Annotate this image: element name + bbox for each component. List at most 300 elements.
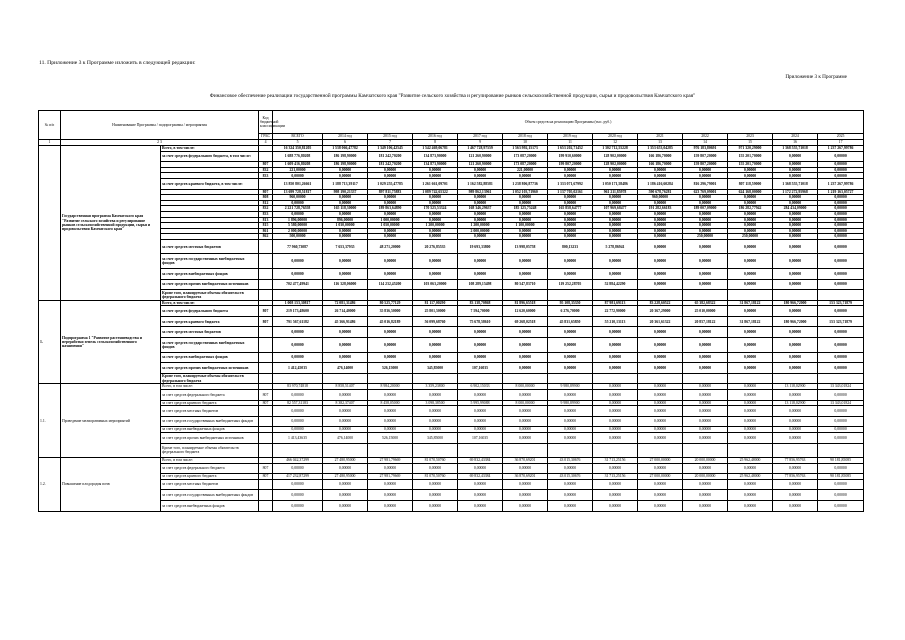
value-cell: 1 368 555,71018 xyxy=(773,178,818,189)
value-cell: 0,00000 xyxy=(273,268,323,279)
value-cell: 0,00000 xyxy=(728,173,773,179)
value-cell: 0,00000 xyxy=(368,254,413,269)
value-cell: 0,00000 xyxy=(413,234,458,240)
value-cell: 0,00000 xyxy=(773,200,818,206)
value-cell: 0,00000 xyxy=(728,384,773,390)
grbs-code: 833 xyxy=(259,211,273,217)
value-cell: 186 198,90000 xyxy=(323,162,368,168)
value-cell: 0,00000 xyxy=(593,173,638,179)
value-cell: 189 863,64890 xyxy=(368,206,413,212)
grbs-code: 861 xyxy=(259,228,273,234)
value-cell: 0,00000 xyxy=(413,416,458,427)
value-cell xyxy=(273,443,323,458)
value-cell: 0,00000 xyxy=(683,223,728,229)
value-cell: 0,00000 xyxy=(773,338,818,353)
index-cell: 16 xyxy=(773,140,818,146)
value-cell: 0,00000 xyxy=(683,338,728,353)
value-cell: 0,00000 xyxy=(818,479,864,490)
grbs-code: 807 xyxy=(259,463,273,474)
value-cell: 103 063,20000 xyxy=(413,279,458,290)
index-cell: 15 xyxy=(728,140,773,146)
value-cell: 0,00000 xyxy=(638,479,683,490)
value-cell: 0,00000 xyxy=(773,363,818,374)
value-cell: 121 260,90000 xyxy=(458,162,503,168)
value-cell xyxy=(638,373,683,384)
value-cell: 1 089 742,65322 xyxy=(413,189,458,195)
value-cell: 199 910,60000 xyxy=(548,151,593,162)
table-row xyxy=(39,500,864,511)
funding-source: за счет средств федерального бюджета xyxy=(161,306,259,317)
value-cell: 0,00000 xyxy=(368,327,413,338)
value-cell: 0,00000 xyxy=(548,217,593,223)
value-cell: 0,00000 xyxy=(818,363,864,374)
value-cell xyxy=(683,373,728,384)
value-cell: 0,00000 xyxy=(728,490,773,501)
funding-source: за счет средств прочих внебюджетных источников xyxy=(161,279,259,290)
value-cell: 500,00000 xyxy=(273,234,323,240)
value-cell: 0,00000 xyxy=(273,211,323,217)
value-cell: 221,00000 xyxy=(503,167,548,173)
value-cell: 0,00000 xyxy=(683,384,728,390)
value-cell: 0,00000 xyxy=(818,279,864,290)
value-cell: 13 998,05758 xyxy=(503,239,548,254)
value-cell: 0,00000 xyxy=(683,416,728,427)
value-cell: 8 382,37407 xyxy=(323,400,368,406)
value-cell: 0,00000 xyxy=(638,338,683,353)
year-header: 2019 год xyxy=(548,134,593,140)
value-cell xyxy=(503,290,548,301)
value-cell: 0,00000 xyxy=(773,195,818,201)
value-cell: 0,00000 xyxy=(368,234,413,240)
value-cell: 0,00000 xyxy=(773,217,818,223)
value-cell: 0,00000 xyxy=(413,228,458,234)
value-cell: 0,00000 xyxy=(683,352,728,363)
grbs-code xyxy=(259,373,273,384)
value-cell: 0,00000 xyxy=(593,167,638,173)
value-cell: 20 000,00000 xyxy=(683,474,728,480)
value-cell: 0,00000 xyxy=(818,151,864,162)
funding-source: Кроме того, планируемые объемы обязательств федерального бюджета xyxy=(161,443,259,458)
funding-source: за счет средств федерального бюджета xyxy=(161,463,259,474)
grbs-code xyxy=(259,279,273,290)
value-cell: 0,00000 xyxy=(323,490,368,501)
value-cell: 0,00000 xyxy=(458,211,503,217)
value-cell: 189 007,09000 xyxy=(683,206,728,212)
value-cell: 80 547,83710 xyxy=(503,279,548,290)
section-name: Подпрограмма 1 "Развитие растениеводства и переработки земель сельскохозяйственного назначения" xyxy=(61,300,161,384)
value-cell: 0,00000 xyxy=(638,363,683,374)
value-cell xyxy=(413,443,458,458)
value-cell: 0,00000 xyxy=(638,279,683,290)
value-cell: 20 276,85535 xyxy=(413,239,458,254)
section-name: Повышение плодородия почв xyxy=(61,458,161,512)
value-cell: 466 042,37299 xyxy=(273,458,323,464)
grbs-code: 833 xyxy=(259,173,273,179)
value-cell: 0,00000 xyxy=(273,479,323,490)
value-cell: 36 870,69201 xyxy=(503,474,548,480)
table-row xyxy=(39,268,864,279)
value-cell: 7 594,70000 xyxy=(458,306,503,317)
value-cell: 165 858,64777 xyxy=(548,206,593,212)
value-cell: 0,00000 xyxy=(773,223,818,229)
value-cell: 250,00000 xyxy=(683,234,728,240)
value-cell: 0,00000 xyxy=(503,490,548,501)
value-cell: 0,00000 xyxy=(683,167,728,173)
value-cell: 12 620,60000 xyxy=(503,306,548,317)
value-cell: 166 186,70000 xyxy=(638,151,683,162)
value-cell: 0,00000 xyxy=(818,500,864,511)
value-cell: 0,00000 xyxy=(503,217,548,223)
value-cell: 25 962,48000 xyxy=(728,458,773,464)
table-row xyxy=(39,416,864,427)
value-cell: 27 981,79669 xyxy=(368,474,413,480)
value-cell: 0,00000 xyxy=(503,427,548,433)
value-cell: 0,00000 xyxy=(548,200,593,206)
value-cell: 0,00000 xyxy=(683,400,728,406)
value-cell: 0,00000 xyxy=(728,463,773,474)
value-cell: 0,00000 xyxy=(368,416,413,427)
section-number: 1.2. xyxy=(39,458,61,512)
value-cell: 0,00000 xyxy=(458,479,503,490)
value-cell: 82 557,31183 xyxy=(273,400,323,406)
value-cell: 1 186 416,60284 xyxy=(638,178,683,189)
value-cell: 0,00000 xyxy=(773,254,818,269)
year-header: 2014 год xyxy=(323,134,368,140)
value-cell: 0,00000 xyxy=(593,223,638,229)
index-cell: 11 xyxy=(548,140,593,146)
value-cell: 0,00000 xyxy=(323,479,368,490)
value-cell: 0,00000 xyxy=(273,327,323,338)
value-cell: 0,00000 xyxy=(818,352,864,363)
value-cell: 0,00000 xyxy=(503,352,548,363)
value-cell: 0,00000 xyxy=(503,479,548,490)
funding-source: за счет средств государственных внебюджетных фондов xyxy=(161,338,259,353)
value-cell: 0,00000 xyxy=(728,327,773,338)
value-cell: 1 052 103,71960 xyxy=(503,189,548,195)
value-cell: 0,00000 xyxy=(683,479,728,490)
value-cell: 0,00000 xyxy=(683,500,728,511)
value-cell: 0,00000 xyxy=(818,206,864,212)
value-cell: 0,00000 xyxy=(638,427,683,433)
grbs-code xyxy=(259,479,273,490)
value-cell: 0,00000 xyxy=(458,389,503,400)
value-cell: 219 173,48600 xyxy=(273,306,323,317)
value-cell: 0,00000 xyxy=(323,500,368,511)
value-cell: 0,00000 xyxy=(323,228,368,234)
value-cell: 0,00000 xyxy=(368,500,413,511)
value-cell: 16 324 350,81205 xyxy=(273,146,323,152)
funding-source: за счет средств краевого бюджета xyxy=(161,474,259,480)
value-cell: 0,00000 xyxy=(773,279,818,290)
value-cell: 1 172 272,95968 xyxy=(773,189,818,195)
value-cell xyxy=(273,373,323,384)
value-cell: 43 015,30676 xyxy=(548,458,593,464)
value-cell: 128 902,00000 xyxy=(593,151,638,162)
value-cell: 0,00000 xyxy=(548,327,593,338)
value-cell: 31 867,18122 xyxy=(728,300,773,306)
value-cell: 20 367,29000 xyxy=(638,306,683,317)
value-cell: 0,00000 xyxy=(548,490,593,501)
value-cell: 0,00000 xyxy=(548,223,593,229)
value-cell: 107,16035 xyxy=(458,432,503,443)
table-row xyxy=(39,363,864,374)
value-cell: 170 525,53324 xyxy=(413,206,458,212)
value-cell: 0,00000 xyxy=(503,268,548,279)
value-cell: 191 282,66183 xyxy=(638,206,683,212)
value-cell: 0,00000 xyxy=(773,228,818,234)
value-cell: 0,00000 xyxy=(413,406,458,417)
value-cell: 0,00000 xyxy=(548,338,593,353)
value-cell: 108 289,15498 xyxy=(458,279,503,290)
index-cell: 9 xyxy=(458,140,503,146)
value-cell xyxy=(548,290,593,301)
table-row xyxy=(39,389,864,400)
value-cell xyxy=(818,443,864,458)
value-cell: 0,00000 xyxy=(683,427,728,433)
value-cell: 1 609 416,80208 xyxy=(273,162,323,168)
value-cell: 0,00000 xyxy=(503,406,548,417)
section-number xyxy=(39,146,61,301)
value-cell: 69 268,02518 xyxy=(503,316,548,327)
value-cell: 0,00000 xyxy=(818,406,864,417)
value-cell: 0,00000 xyxy=(458,427,503,433)
grbs-code: 807 xyxy=(259,316,273,327)
value-cell: 0,00000 xyxy=(548,173,593,179)
value-cell: 0,00000 xyxy=(728,352,773,363)
value-cell: 0,00000 xyxy=(503,254,548,269)
value-cell: 0,00000 xyxy=(458,490,503,501)
value-cell: 284 434,09000 xyxy=(773,206,818,212)
funding-source: Всего, в том числе: xyxy=(161,384,259,390)
value-cell: 0,00000 xyxy=(773,162,818,168)
value-cell: 0,00000 xyxy=(638,463,683,474)
value-cell: 3 359,23800 xyxy=(413,384,458,390)
year-header: 2015 год xyxy=(368,134,413,140)
value-cell: 0,00000 xyxy=(683,268,728,279)
value-cell: 153 323,71879 xyxy=(818,300,864,306)
value-cell: 1 008 153,30817 xyxy=(273,300,323,306)
funding-source: за счет средств прочих внебюджетных источников xyxy=(161,363,259,374)
value-cell: 0,00000 xyxy=(683,228,728,234)
year-header: 2023 xyxy=(728,134,773,140)
value-cell: 1 413,43635 xyxy=(273,432,323,443)
value-cell: 1 238 806,87736 xyxy=(503,178,548,189)
grbs-code: 862 xyxy=(259,234,273,240)
table-row xyxy=(39,479,864,490)
value-cell: 1 688 776,80208 xyxy=(273,151,323,162)
value-cell xyxy=(458,443,503,458)
value-cell: 6 902,15033 xyxy=(458,384,503,390)
value-cell: 800,13233 xyxy=(548,239,593,254)
grbs-code xyxy=(259,443,273,458)
value-cell: 0,00000 xyxy=(323,211,368,217)
value-cell: 0,00000 xyxy=(458,416,503,427)
value-cell: 0,00000 xyxy=(593,490,638,501)
document-title: Финансовое обеспечение реализации государственной программы Камчатского края "Развитие сельского хозяйства и регулирование рынков сельскохозяйственной продукции, сырья и продовольствия Камчатского края" xyxy=(209,93,696,99)
value-cell: 83 970,74818 xyxy=(273,384,323,390)
value-cell: 0,00000 xyxy=(458,200,503,206)
value-cell: 1 237 267,99786 xyxy=(818,146,864,152)
value-cell: 0,00000 xyxy=(368,490,413,501)
value-cell: 0,00000 xyxy=(593,200,638,206)
table-row xyxy=(39,327,864,338)
value-cell: 0,00000 xyxy=(368,389,413,400)
col-code-header: Код бюджетной классификации xyxy=(259,111,273,134)
value-cell: 1 368 555,71018 xyxy=(773,146,818,152)
value-cell: 0,00000 xyxy=(368,211,413,217)
value-cell: 81 117,00290 xyxy=(413,300,458,306)
value-cell: 0,00000 xyxy=(818,268,864,279)
value-cell: 181 242,70200 xyxy=(368,162,413,168)
value-cell: 0,00000 xyxy=(458,167,503,173)
value-cell: 0,00000 xyxy=(773,327,818,338)
value-cell: 45 831,65850 xyxy=(548,316,593,327)
value-cell: 0,00000 xyxy=(458,406,503,417)
value-cell xyxy=(593,373,638,384)
value-cell: 48 271,20000 xyxy=(368,239,413,254)
value-cell: 0,00000 xyxy=(593,217,638,223)
value-cell: 0,00000 xyxy=(323,173,368,179)
value-cell: 1 353 653,04285 xyxy=(638,146,683,152)
grbs-code xyxy=(259,254,273,269)
value-cell: 0,00000 xyxy=(728,500,773,511)
value-cell: 1 542 469,06781 xyxy=(413,146,458,152)
value-cell: 1 137 705,02161 xyxy=(548,189,593,195)
value-cell: 0,00000 xyxy=(458,268,503,279)
grbs-code xyxy=(259,490,273,501)
value-cell: 0,00000 xyxy=(593,406,638,417)
value-cell: 8 458,05000 xyxy=(368,400,413,406)
value-cell: 8 984,20000 xyxy=(368,384,413,390)
value-cell: 0,00000 xyxy=(638,416,683,427)
value-cell: 998 190,21337 xyxy=(323,189,368,195)
value-cell: 2 000,00000 xyxy=(273,228,323,234)
value-cell: 0,00000 xyxy=(548,463,593,474)
funding-source: за счет средств прочих внебюджетных источников xyxy=(161,432,259,443)
value-cell: 0,00000 xyxy=(368,200,413,206)
grbs-code xyxy=(259,500,273,511)
value-cell: 121 260,90000 xyxy=(458,151,503,162)
value-cell: 0,00000 xyxy=(323,254,368,269)
value-cell: 0,00000 xyxy=(683,195,728,201)
value-cell: 5 278,86941 xyxy=(593,239,638,254)
value-cell: 0,00000 xyxy=(593,363,638,374)
value-cell: 345,85000 xyxy=(413,432,458,443)
value-cell: 0,00000 xyxy=(413,254,458,269)
grbs-code: 807 xyxy=(259,400,273,406)
value-cell: 0,00000 xyxy=(413,268,458,279)
value-cell: 1 162 582,88581 xyxy=(458,178,503,189)
grbs-code: 808 xyxy=(259,195,273,201)
funding-source: за счет средств внебюджетных фондов xyxy=(161,427,259,433)
funding-source: за счет средств краевого бюджета xyxy=(161,316,259,327)
value-cell: 56 099,68760 xyxy=(413,316,458,327)
value-cell: 0,00000 xyxy=(548,479,593,490)
value-cell xyxy=(683,290,728,301)
value-cell: 0,00000 xyxy=(503,432,548,443)
table-row xyxy=(39,406,864,417)
value-cell: 0,00000 xyxy=(728,279,773,290)
value-cell: 0,00000 xyxy=(368,352,413,363)
value-cell: 0,00000 xyxy=(413,200,458,206)
value-cell: 0,00000 xyxy=(773,211,818,217)
value-cell: 1 050,00000 xyxy=(368,223,413,229)
value-cell: 702 477,49941 xyxy=(273,279,323,290)
value-cell: 20 361,61322 xyxy=(638,316,683,327)
index-cell: 8 xyxy=(413,140,458,146)
value-cell: 6 276,70000 xyxy=(548,306,593,317)
value-cell: 31 713,25156 xyxy=(593,474,638,480)
value-cell: 0,00000 xyxy=(503,416,548,427)
value-cell: 0,00000 xyxy=(683,239,728,254)
value-cell: 0,00000 xyxy=(273,173,323,179)
value-cell: 36 870,69201 xyxy=(503,458,548,464)
value-cell: 20 000,00000 xyxy=(683,458,728,464)
value-cell: 0,00000 xyxy=(273,406,323,417)
value-cell xyxy=(593,290,638,301)
value-cell: 0,00000 xyxy=(638,223,683,229)
value-cell: 0,00000 xyxy=(818,211,864,217)
value-cell: 81 070,50760 xyxy=(413,474,458,480)
value-cell: 0,00000 xyxy=(773,416,818,427)
value-cell: 0,00000 xyxy=(773,173,818,179)
funding-source: за счет средств государственных внебюджетных фондов xyxy=(161,490,259,501)
value-cell: 168 346,29637 xyxy=(458,206,503,212)
value-cell: 0,00000 xyxy=(818,327,864,338)
value-cell: 0,00000 xyxy=(503,389,548,400)
value-cell: 1 000,00000 xyxy=(368,217,413,223)
value-cell: 0,00000 xyxy=(458,463,503,474)
value-cell: 0,00000 xyxy=(728,211,773,217)
col-num-header: № п/п xyxy=(39,111,61,140)
index-cell: 5 xyxy=(273,140,323,146)
value-cell: 0,00000 xyxy=(818,173,864,179)
funding-source: за счет средств местных бюджетов xyxy=(161,406,259,417)
value-cell: 0,00000 xyxy=(273,463,323,474)
value-cell: 5 995,99088 xyxy=(458,400,503,406)
value-cell: 1 188 713,39117 xyxy=(323,178,368,189)
value-cell: 624 168,00000 xyxy=(728,189,773,195)
value-cell: 0,00000 xyxy=(323,327,368,338)
funding-source: за счет средств внебюджетных фондов xyxy=(161,500,259,511)
value-cell: 27 000,00000 xyxy=(638,474,683,480)
value-cell: 0,00000 xyxy=(368,195,413,201)
value-cell: 77 856,95763 xyxy=(773,474,818,480)
value-cell: 0,00000 xyxy=(323,234,368,240)
value-cell: 1 333 071,67992 xyxy=(548,178,593,189)
value-cell: 0,00000 xyxy=(593,211,638,217)
value-cell: 0,00000 xyxy=(548,234,593,240)
value-cell: 0,00000 xyxy=(683,173,728,179)
funding-source: за счет средств федерального бюджета, в том числе: xyxy=(161,151,259,162)
value-cell: 55 210,13113 xyxy=(593,316,638,327)
value-cell: 27 480,95000 xyxy=(323,458,368,464)
value-cell: 180 966,72000 xyxy=(773,316,818,327)
value-cell: 0,00000 xyxy=(638,239,683,254)
value-cell xyxy=(273,290,323,301)
grbs-code: 813 xyxy=(259,217,273,223)
value-cell: 0,00000 xyxy=(638,352,683,363)
grbs-code: 812 xyxy=(259,200,273,206)
value-cell xyxy=(323,290,368,301)
value-cell: 0,00000 xyxy=(323,167,368,173)
value-cell: 0,00000 xyxy=(413,173,458,179)
value-cell: 0,00000 xyxy=(503,500,548,511)
value-cell: 0,00000 xyxy=(413,352,458,363)
value-cell: 72 081,31486 xyxy=(323,300,368,306)
funding-source: Кроме того, планируемые объемы обязательств федерального бюджета xyxy=(161,290,259,301)
value-cell: 0,00000 xyxy=(728,406,773,417)
